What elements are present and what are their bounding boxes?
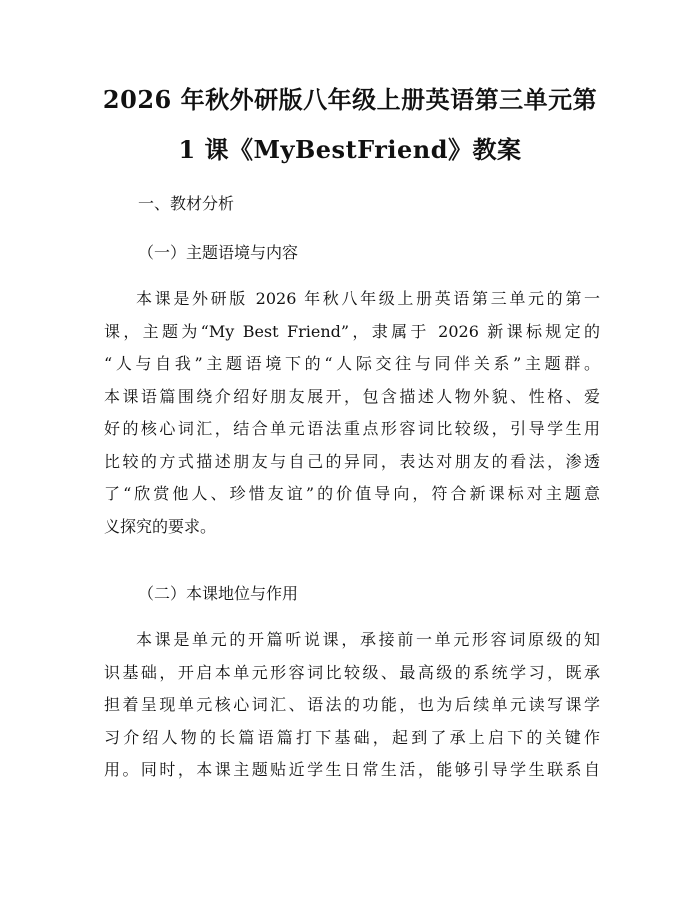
section-heading-textbook-analysis: 一、教材分析 (138, 194, 235, 213)
paragraph-line: 本课是单元的开篇听说课，承接前一单元形容词原级的知 (136, 630, 600, 649)
paragraph-line: 课，主题为“My Best Friend”，隶属于 2026 新课标规定的 (104, 321, 600, 341)
document-title-line-2: 1 课《MyBestFriend》教案 (178, 135, 522, 164)
paragraph-line: 用。同时，本课主题贴近学生日常生活，能够引导学生联系自 (104, 760, 600, 779)
subsection-heading-theme-context: （一）主题语境与内容 (138, 243, 299, 262)
paragraph-line: “人与自我”主题语境下的“人际交往与同伴关系”主题群。 (104, 354, 600, 373)
paragraph-line: 义探究的要求。 (104, 516, 217, 536)
paragraph-line: 比较的方式描述朋友与自己的异同，表达对朋友的看法，渗透 (104, 451, 600, 471)
paragraph-lesson-role (104, 624, 600, 787)
paragraph-line: 本课是外研版 2026 年秋八年级上册英语第三单元的第一 (136, 289, 600, 308)
paragraph-line: 识基础，开启本单元形容词比较级、最高级的系统学习，既承 (104, 662, 600, 682)
paragraph-line: 本课语篇围绕介绍好朋友展开，包含描述人物外貌、性格、爱 (104, 386, 600, 406)
paragraph-theme-context (104, 283, 600, 543)
paragraph-line: 了“欣赏他人、珍惜友谊”的价值导向，符合新课标对主题意 (104, 484, 600, 503)
paragraph-line: 好的核心词汇，结合单元语法重点形容词比较级，引导学生用 (104, 419, 600, 438)
paragraph-line: 担着呈现单元核心词汇、语法的功能，也为后续单元读写课学 (104, 695, 600, 714)
subsection-heading-lesson-role: （二）本课地位与作用 (138, 584, 299, 603)
document-title-line-1: 2026 年秋外研版八年级上册英语第三单元第 (102, 85, 598, 114)
paragraph-line: 习介绍人物的长篇语篇打下基础，起到了承上启下的关键作 (104, 727, 600, 747)
